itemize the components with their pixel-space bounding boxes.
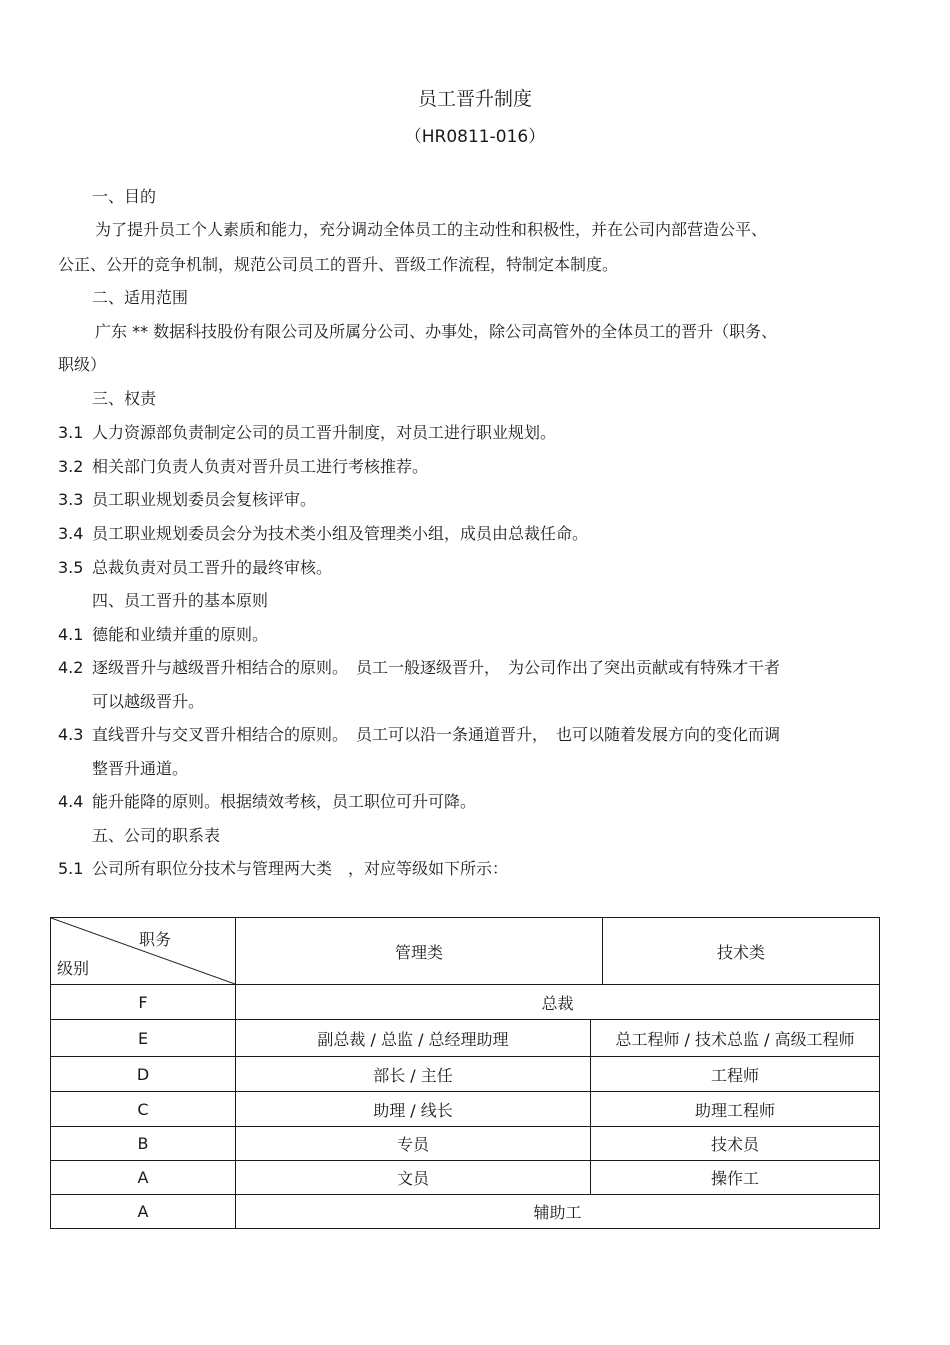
technical-cell: 助理工程师 — [591, 1092, 880, 1127]
item-text: 德能和业绩并重的原则。 — [92, 625, 269, 644]
item-number: 4.3 — [58, 725, 84, 744]
table-row — [51, 1127, 880, 1161]
item-number: 4.4 — [58, 792, 84, 811]
purpose-paragraph-line1: 为了提升员工个人素质和能力，充分调动全体员工的主动性和积极性，并在公司内部营造公平、 — [95, 220, 768, 239]
list-item — [58, 456, 428, 478]
list-item — [58, 523, 588, 545]
list-item — [58, 858, 508, 880]
header-technical: 技术类 — [603, 918, 880, 985]
technical-cell: 工程师 — [591, 1057, 880, 1092]
item-number: 3.5 — [58, 558, 84, 577]
item-number: 4.1 — [58, 625, 84, 644]
table-row — [51, 1057, 880, 1092]
item-text: 相关部门负责人负责对晋升员工进行考核推荐。 — [92, 457, 429, 476]
management-cell: 部长 / 主任 — [236, 1057, 591, 1092]
technical-cell: 操作工 — [591, 1161, 880, 1195]
item-number: 5.1 — [58, 859, 84, 878]
item-text: 员工职业规划委员会分为技术类小组及管理类小组，成员由总裁任命。 — [92, 524, 589, 543]
list-item — [58, 724, 780, 746]
job-grade-table — [50, 917, 880, 1229]
list-item — [58, 489, 316, 511]
header-corner-cell — [51, 918, 236, 985]
merged-title-cell: 总裁 — [236, 985, 880, 1020]
table-row — [51, 1092, 880, 1127]
document-title: 员工晋升制度 — [417, 88, 532, 110]
item-number: 3.2 — [58, 457, 84, 476]
header-management: 管理类 — [236, 918, 603, 985]
scope-paragraph-line1: 广东 ** 数据科技股份有限公司及所属分公司、办事处，除公司高管外的全体员工的晋升（职务、 — [95, 322, 778, 341]
item-text: 逐级晋升与越级晋升相结合的原则。 员工一般逐级晋升， 为公司作出了突出贡献或有特殊才干者 — [92, 658, 781, 677]
list-item-continuation: 整晋升通道。 — [92, 759, 189, 778]
management-cell: 专员 — [236, 1127, 591, 1161]
list-item — [58, 791, 476, 813]
management-cell: 副总裁 / 总监 / 总经理助理 — [236, 1020, 591, 1057]
table-row — [51, 1195, 880, 1229]
table-row — [51, 1161, 880, 1195]
purpose-paragraph-line2: 公正、公开的竞争机制，规范公司员工的晋升、晋级工作流程，特制定本制度。 — [58, 255, 619, 274]
item-number: 3.1 — [58, 423, 84, 442]
item-text: 能升能降的原则。根据绩效考核，员工职位可升可降。 — [92, 792, 477, 811]
section-heading-purpose: 一、目的 — [92, 187, 157, 206]
table-row — [51, 1020, 880, 1057]
item-number: 3.3 — [58, 490, 84, 509]
table-row — [51, 985, 880, 1020]
technical-cell: 技术员 — [591, 1127, 880, 1161]
level-cell: D — [51, 1057, 236, 1092]
list-item — [58, 422, 556, 444]
level-cell: A — [51, 1195, 236, 1229]
section-heading-principles: 四、员工晋升的基本原则 — [92, 591, 269, 610]
section-heading-scope: 二、适用范围 — [92, 288, 189, 307]
level-cell: E — [51, 1020, 236, 1057]
item-number: 3.4 — [58, 524, 84, 543]
section-heading-responsibilities: 三、权责 — [92, 389, 157, 408]
header-level-label: 级别 — [57, 959, 90, 978]
item-text: 直线晋升与交叉晋升相结合的原则。 员工可以沿一条通道晋升， 也可以随着发展方向的变化而调 — [92, 725, 781, 744]
scope-paragraph-line2: 职级） — [58, 355, 107, 374]
table-header-row — [51, 918, 880, 985]
item-number: 4.2 — [58, 658, 84, 677]
section-heading-job-grades: 五、公司的职系表 — [92, 826, 221, 845]
document-code: （HR0811-016） — [404, 127, 546, 147]
level-cell: A — [51, 1161, 236, 1195]
list-item — [58, 657, 780, 679]
technical-cell: 总工程师 / 技术总监 / 高级工程师 — [591, 1020, 880, 1057]
list-item — [58, 624, 268, 646]
item-text: 员工职业规划委员会复核评审。 — [92, 490, 317, 509]
level-cell: C — [51, 1092, 236, 1127]
list-item-continuation: 可以越级晋升。 — [92, 692, 205, 711]
level-cell: B — [51, 1127, 236, 1161]
item-text: 人力资源部负责制定公司的员工晋升制度，对员工进行职业规划。 — [92, 423, 557, 442]
header-duty-label: 职务 — [138, 930, 171, 949]
item-text: 总裁负责对员工晋升的最终审核。 — [92, 558, 333, 577]
merged-title-cell: 辅助工 — [236, 1195, 880, 1229]
management-cell: 文员 — [236, 1161, 591, 1195]
item-text: 公司所有职位分技术与管理两大类 ，对应等级如下所示： — [92, 859, 509, 878]
level-cell: F — [51, 985, 236, 1020]
list-item — [58, 557, 332, 579]
management-cell: 助理 / 线长 — [236, 1092, 591, 1127]
